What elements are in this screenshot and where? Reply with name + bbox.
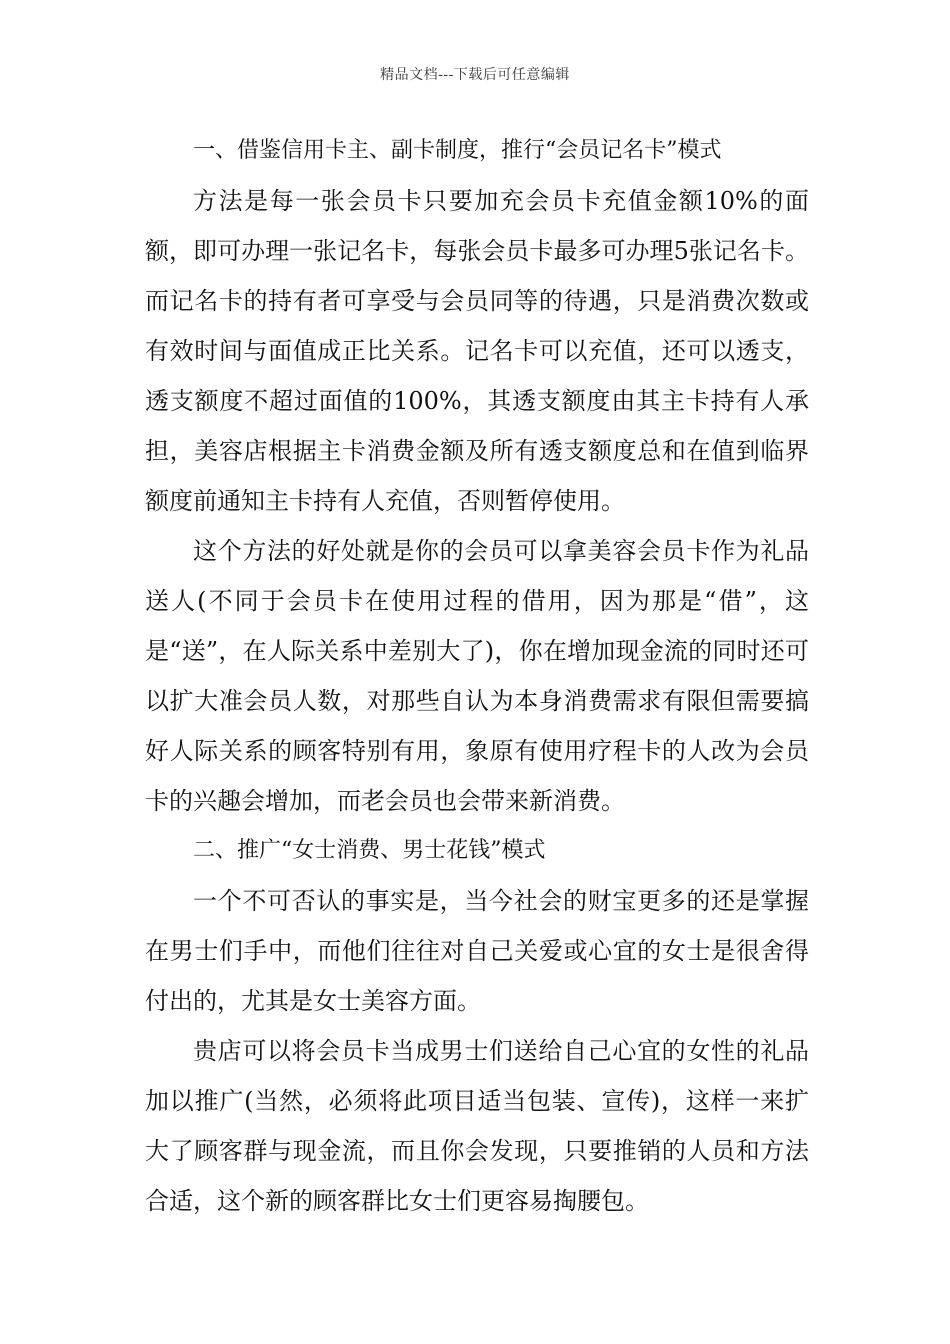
document-body	[145, 126, 809, 1226]
section-heading-2: 二、推广“女士消费、男士花钱”模式	[193, 838, 546, 863]
paragraph-2: 这个方法的好处就是你的会员可以拿美容会员卡作为礼品送人(不同于会员卡在使用过程的借用，因为那是“借”，这是“送”，在人际关系中差别大了)，你在增加现金流的同时还可以扩大准会员人数，对那些自认为本身消费需求有限但需要搞好人际关系的顾客特别有用，象原有使用疗程卡的人改为会员卡的兴趣会增加，而老会员也会带来新消费。	[145, 537, 809, 815]
paragraph-3: 一个不可否认的事实是，当今社会的财宝更多的还是掌握在男士们手中，而他们往往对自己关爱或心宜的女士是很舍得付出的，尤其是女士美容方面。	[145, 887, 809, 1015]
paragraph-4: 贵店可以将会员卡当成男士们送给自己心宜的女性的礼品加以推广(当然，必须将此项目适当包装、宣传)，这样一来扩大了顾客群与现金流，而且你会发现，只要推销的人员和方法合适，这个新的顾客群比女士们更容易掏腰包。	[145, 1037, 809, 1215]
section-heading-1: 一、借鉴信用卡主、副卡制度，推行“会员记名卡”模式	[193, 138, 722, 163]
page-header: 精品文档---下载后可任意编辑	[380, 67, 570, 83]
paragraph-1: 方法是每一张会员卡只要加充会员卡充值金额10%的面额，即可办理一张记名卡，每张会员卡最多可办理5张记名卡。而记名卡的持有者可享受与会员同等的待遇，只是消费次数或有效时间与面值成正比关系。记名卡可以充值，还可以透支，透支额度不超过面值的100%，其透支额度由其主卡持有人承担，美容店根据主卡消费金额及所有透支额度总和在值到临界额度前通知主卡持有人充值，否则暂停使用。	[145, 187, 809, 515]
